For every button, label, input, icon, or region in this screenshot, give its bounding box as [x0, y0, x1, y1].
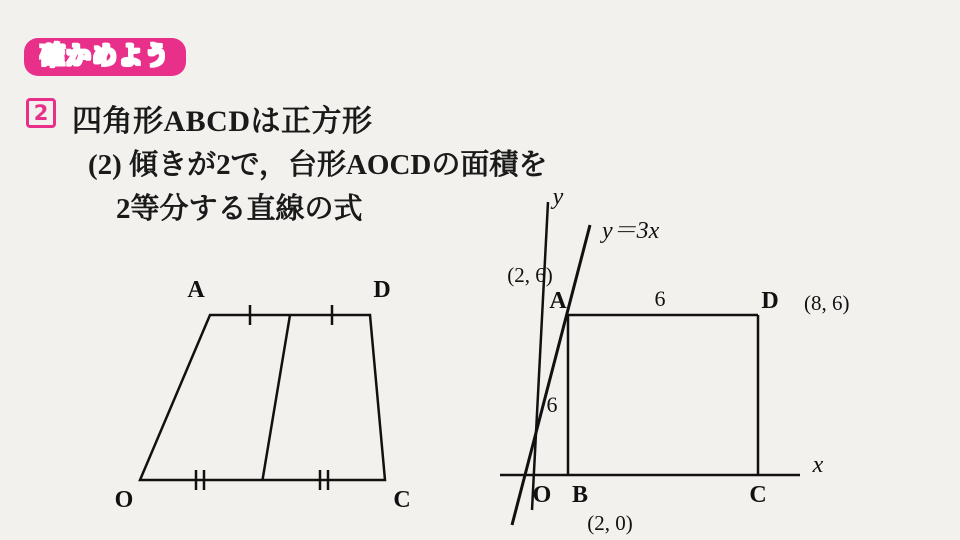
y-axis-label: y — [552, 184, 564, 210]
coord-B-label: (2, 0) — [587, 511, 633, 535]
x-axis-label: x — [812, 452, 824, 478]
trapezoid-outline — [140, 315, 385, 480]
coord-D-label: (8, 6) — [804, 291, 850, 315]
coord-A-label: (2, 6) — [507, 263, 553, 287]
label-C: C — [393, 487, 411, 513]
label-O: O — [114, 487, 134, 513]
y-axis — [532, 202, 548, 510]
problem-statement-line-2: (2) 傾きが2で，台形AOCDの面積を — [88, 149, 548, 181]
label-D: D — [373, 277, 391, 303]
point-C-label: C — [749, 482, 767, 508]
right-figure — [470, 184, 920, 535]
trapezoid-svg — [110, 275, 450, 525]
label-A: A — [187, 277, 205, 303]
left-figure — [110, 275, 450, 525]
point-B-label: B — [571, 482, 589, 508]
problem-statement-line-3: 2等分する直線の式 — [116, 193, 363, 225]
point-O-label: O — [532, 482, 552, 508]
length-AD-label: 6 — [654, 286, 666, 311]
point-A-label: A — [549, 288, 567, 314]
coordinate-svg — [470, 184, 920, 535]
problem-number-badge: 2 — [26, 98, 56, 128]
median-segment — [263, 315, 291, 480]
line-equation-label: y＝3x — [602, 218, 660, 244]
section-banner: 確かめよう — [24, 38, 186, 76]
problem-statement-line-1: 四角形ABCDは正方形 — [72, 105, 373, 138]
length-AB-label: 6 — [546, 392, 558, 417]
point-D-label: D — [761, 288, 779, 314]
